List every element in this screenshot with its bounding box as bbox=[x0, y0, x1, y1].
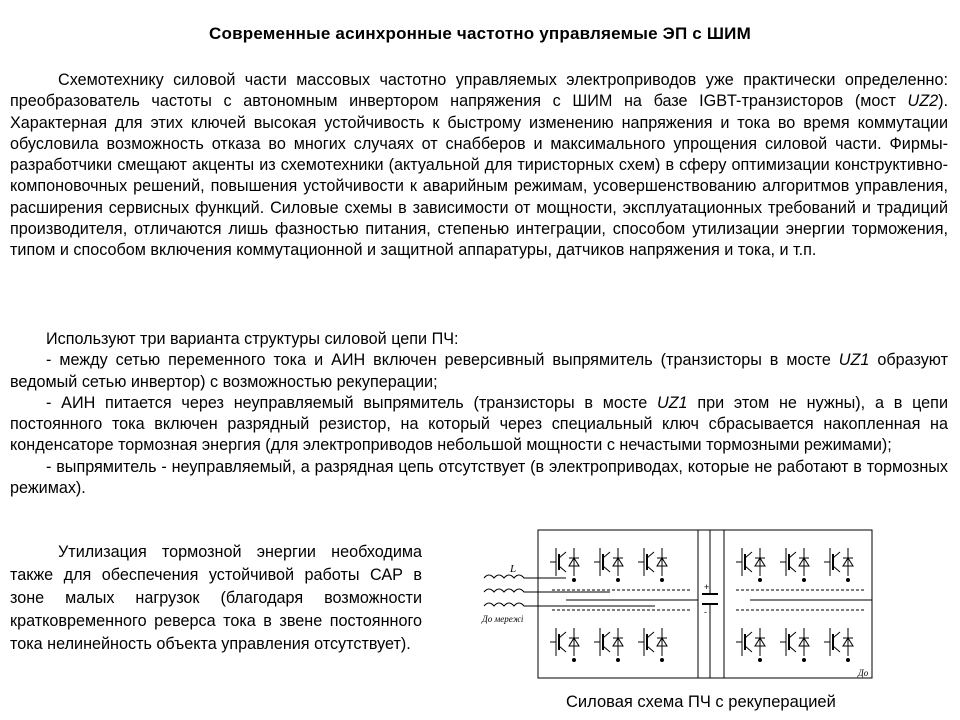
igbt-symbol bbox=[603, 632, 610, 638]
igbt-symbol bbox=[647, 566, 654, 572]
page-title: Современные асинхронные частотно управляемые ЭП с ШИМ bbox=[209, 24, 751, 43]
variant-2: - АИН питается через неуправляемый выпрямитель (транзисторы в мосте UZ1 при этом не нужны), а в цепи постоянного тока включен разрядный резистор, на который через специальный ключ сбрасывается накопленная на конденсаторе тормозная энергия (для электроприводов небольшой мощности с нечастыми тормозными режимами); bbox=[10, 393, 948, 455]
diode-symbol bbox=[559, 646, 566, 652]
igbt-symbol bbox=[759, 579, 762, 582]
power-circuit-schematic bbox=[480, 520, 880, 690]
dc-minus-label: - bbox=[704, 607, 707, 617]
diode-symbol bbox=[603, 646, 610, 652]
dc-plus-label: + bbox=[704, 582, 710, 592]
igbt-symbol bbox=[559, 632, 566, 638]
igbt-symbol bbox=[603, 566, 610, 572]
igbt-symbol bbox=[789, 632, 796, 638]
p1-text-a: Схемотехнику силовой части массовых частотно управляемых электроприводов уже практически определенно: преобразователь частоты с автономным инвертором напряжения с ШИМ на базе IGBT-транзисторов (мост bbox=[10, 71, 948, 111]
igbt-symbol bbox=[833, 566, 840, 572]
grid-label: До мережі bbox=[482, 614, 524, 624]
igbt-symbol bbox=[789, 566, 796, 572]
diode-symbol bbox=[745, 552, 752, 558]
output-label: До bbox=[858, 668, 869, 678]
paragraph-variants bbox=[10, 329, 948, 499]
igbt-symbol bbox=[745, 566, 752, 572]
diode-symbol bbox=[617, 659, 620, 662]
igbt-symbol bbox=[647, 632, 654, 638]
diode-symbol bbox=[759, 659, 762, 662]
diode-symbol bbox=[803, 659, 806, 662]
diode-symbol bbox=[789, 552, 796, 558]
igbt-symbol bbox=[573, 579, 576, 582]
inverter-bridge-frame bbox=[724, 530, 872, 678]
igbt-symbol bbox=[833, 632, 840, 638]
diode-symbol bbox=[647, 552, 654, 558]
variant-3: - выпрямитель - неуправляемый, а разрядная цепь отсутствует (в электроприводах, которые не работают в тормозных режимах). bbox=[10, 457, 948, 498]
diode-symbol bbox=[559, 552, 566, 558]
diode-symbol bbox=[847, 659, 850, 662]
igbt-symbol bbox=[617, 579, 620, 582]
paragraph-braking-energy: Утилизация тормозной энергии необходима также для обеспечения устойчивой работы САР в зоне малых нагрузок (благодаря возможности кратковременного реверса тока в звене постоянного тока нелинейность объекта управления отсутствует). bbox=[10, 543, 422, 653]
inductor-label: L bbox=[510, 563, 517, 575]
diode-symbol bbox=[661, 659, 664, 662]
diode-symbol bbox=[789, 646, 796, 652]
diode-symbol bbox=[647, 646, 654, 652]
igbt-symbol bbox=[661, 579, 664, 582]
p1-uz2: UZ2 bbox=[907, 92, 939, 111]
diode-symbol bbox=[833, 552, 840, 558]
igbt-symbol bbox=[559, 566, 566, 572]
paragraph-power-circuit bbox=[10, 70, 948, 262]
igbt-symbol bbox=[745, 632, 752, 638]
schematic-caption: Силовая схема ПЧ с рекуперацией bbox=[566, 693, 836, 711]
variants-intro: Используют три варианта структуры силовой цепи ПЧ: bbox=[46, 330, 459, 348]
diode-symbol bbox=[833, 646, 840, 652]
diode-symbol bbox=[573, 659, 576, 662]
p1-text-b: ). Характерная для этих ключей высокая устойчивость к быстрому изменению напряжения и тока во время коммутации обусловила возможность отказа во многих случаях от снабберов и максимального упрощения силовой части. Фирмы-разработчики смещают акценты из схемотехники (актуальной для тиристорных схем) в сферу оптимизации конструктивно-компоновочных решений, повышения устойчивости к аварийным режимам, усовершенствованию алгоритмов управления, расширения сервисных функций. Силовые схемы в зависимости от мощности, эксплуатационных требований и традиций производителя, отличаются лишь фазностью питания, степенью интеграции, способом утилизации энергии торможения, типом и способом включения коммутационной и защитной аппаратуры, датчиков напряжения и тока, и т.п. bbox=[10, 92, 948, 260]
variant-1: - между сетью переменного тока и АИН включен реверсивный выпрямитель (транзисторы в мосте UZ1 образуют ведомый сетью инвертор) с возможностью рекуперации; bbox=[10, 351, 948, 391]
diode-symbol bbox=[745, 646, 752, 652]
diode-symbol bbox=[603, 552, 610, 558]
igbt-symbol bbox=[847, 579, 850, 582]
igbt-symbol bbox=[803, 579, 806, 582]
